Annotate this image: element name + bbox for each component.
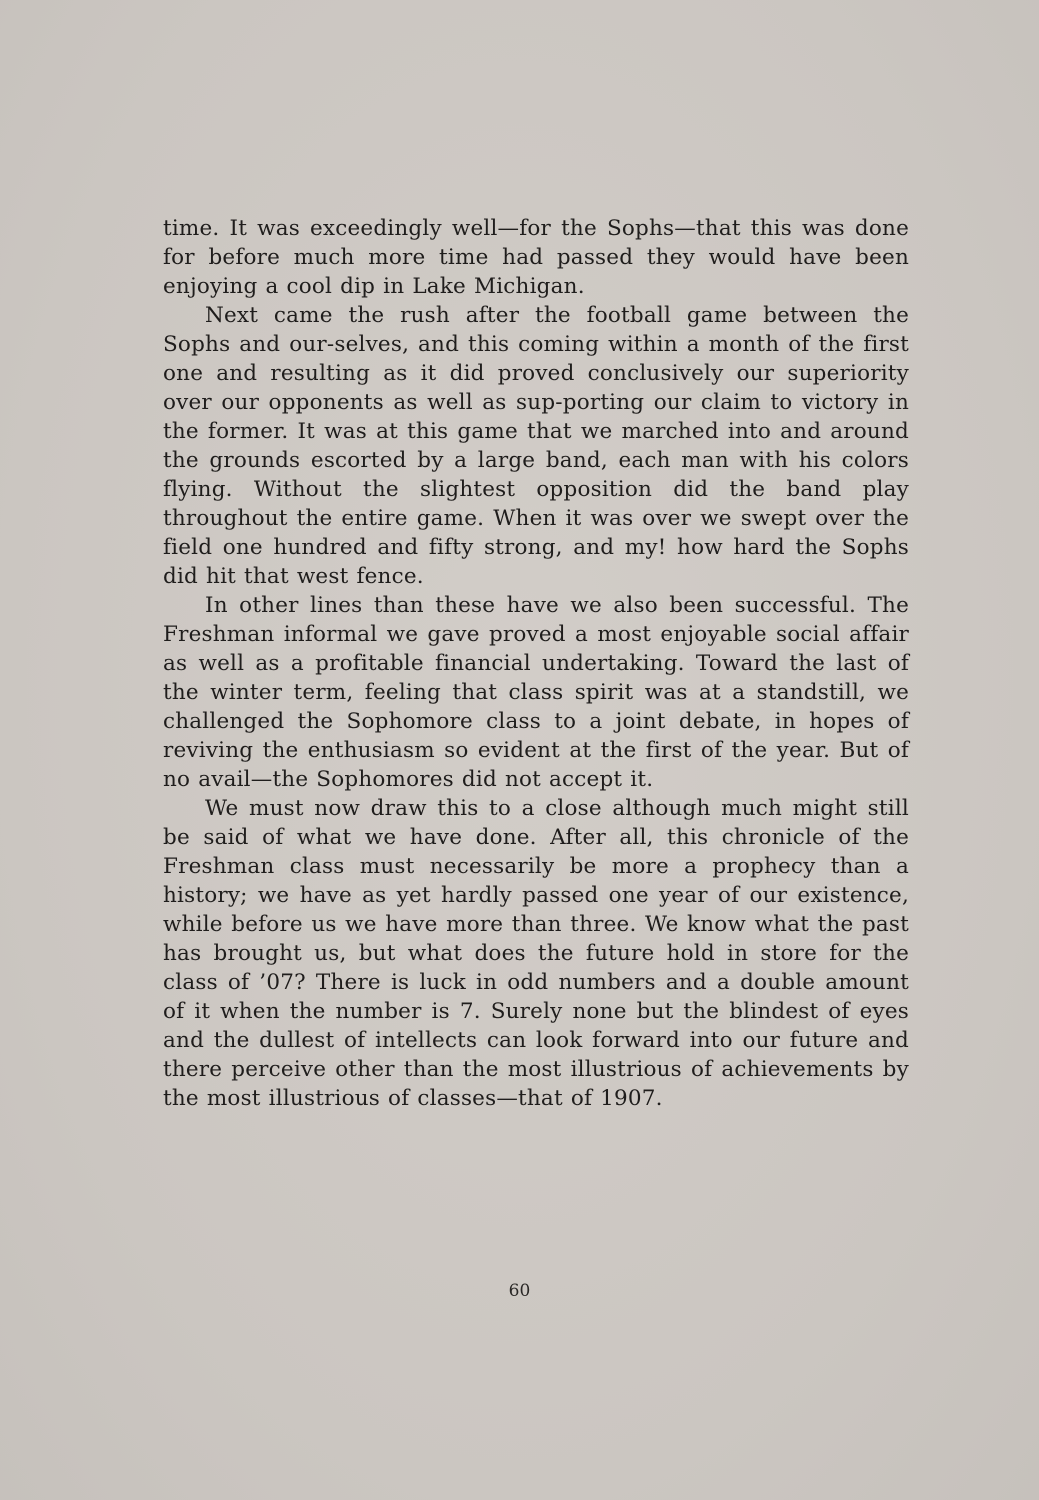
paragraph-2: Next came the rush after the football game between the Sophs and our-selves, and this coming within a month of the first one and resulting as it did proved conclusively our superiority over our opponents as well as sup-porting our claim to victory in the former. It was at this game that we marched into and around the grounds escorted by a large band, each man with his colors flying. Without the slightest opposition did the band play throughout the entire game. When it was over we swept over the field one hundred and fifty strong, and my! how hard the Sophs did hit that west fence. — [163, 303, 909, 589]
paragraph-3: In other lines than these have we also been successful. The Freshman informal we gave proved a most enjoyable social affair as well as a profitable financial undertaking. Toward the last of the winter term, feeling that class spirit was at a standstill, we challenged the Sophomore class to a joint debate, in hopes of reviving the enthusiasm so evident at the first of the year. But of no avail—the Sophomores did not accept it. — [163, 593, 909, 792]
body-text — [163, 214, 909, 1113]
page-number: 60 — [508, 1281, 531, 1301]
paragraph-4: We must now draw this to a close although much might still be said of what we have done. After all, this chronicle of the Freshman class must necessarily be more a prophecy than a history; we have as yet hardly passed one year of our existence, while before us we have more than three. We know what the past has brought us, but what does the future hold in store for the class of ’07? There is luck in odd numbers and a double amount of it when the number is 7. Surely none but the blindest of eyes and the dullest of intellects can look forward into our future and there perceive other than the most illustrious of achievements by the most illustrious of classes—that of 1907. — [163, 796, 909, 1111]
paragraph-1: time. It was exceedingly well—for the Sophs—that this was done for before much more time had passed they would have been enjoying a cool dip in Lake Michigan. — [163, 216, 909, 299]
